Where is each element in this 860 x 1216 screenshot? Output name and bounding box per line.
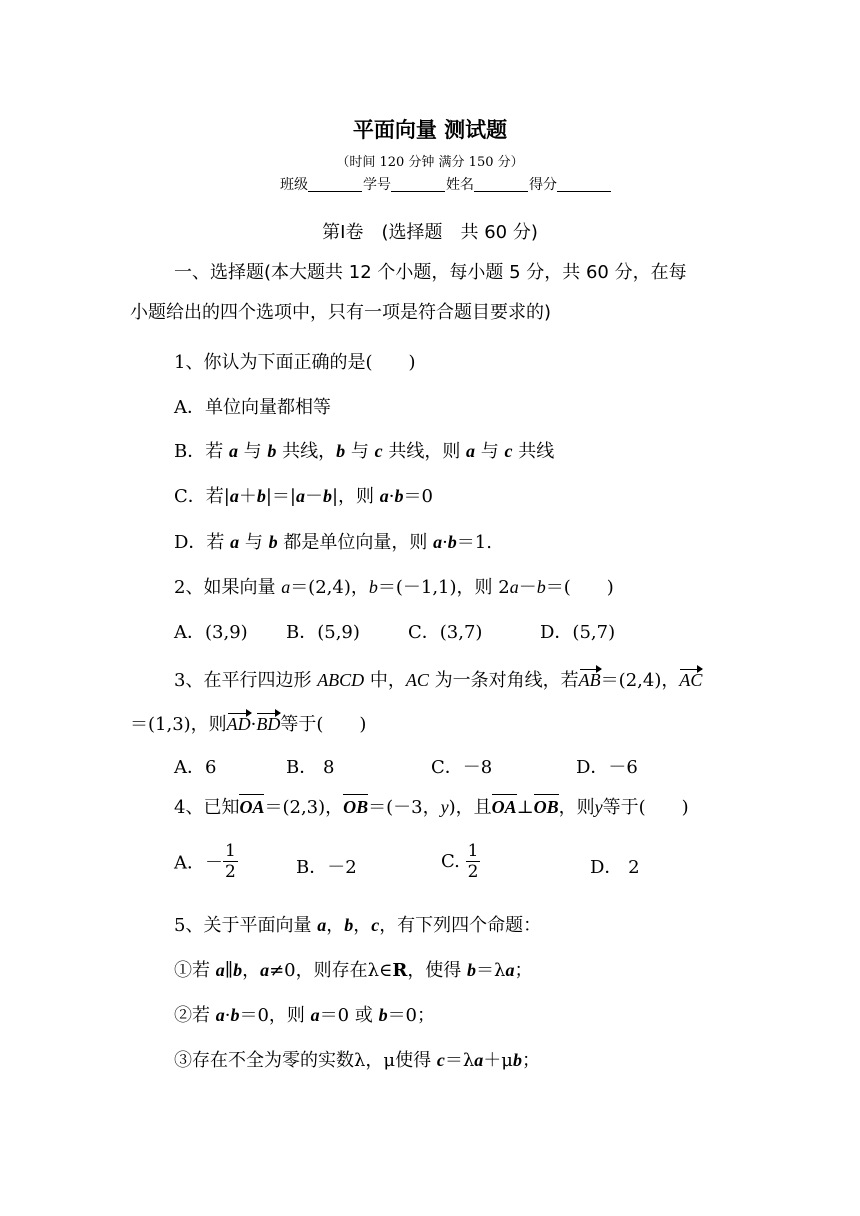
section-intro-line2: 小题给出的四个选项中，只有一项是符合题目要求的): [130, 302, 552, 323]
section-intro-line1: 一、选择题(本大题共 12 个小题，每小题 5 分，共 60 分，在每: [174, 262, 687, 283]
q4-option-c-fraction: $\frac{1}{2}$: [467, 841, 479, 882]
q1-option-c: C．若|a＋b|＝|a－b|，则 a·b＝0: [174, 486, 433, 507]
q2-option-a: A．(3,9): [174, 622, 248, 643]
field-id-blank: [391, 177, 445, 192]
section-title: 第Ⅰ卷 (选择题 共 60 分): [322, 222, 538, 243]
q5-proposition-1: ①若 a∥b，a≠0，则存在λ∈R，使得 b＝λa；: [174, 960, 533, 981]
field-name-label: 姓名: [446, 177, 474, 193]
q5-proposition-3: ③存在不全为零的实数λ，μ使得 c＝λa＋μb；: [174, 1050, 540, 1071]
field-score-label: 得分: [529, 177, 557, 193]
q2-option-d: D．(5,7): [540, 622, 616, 643]
q5-stem: 5、关于平面向量 a，b，c，有下列四个命题：: [174, 915, 542, 936]
q3-option-a: A．6: [174, 757, 217, 778]
field-class-label: 班级: [280, 177, 308, 193]
q1-stem: 1、你认为下面正确的是( ): [174, 352, 416, 373]
q3-option-d: D．－6: [576, 757, 638, 778]
field-id-label: 学号: [363, 177, 391, 193]
q4-option-a: A．－ $\frac{1}{2}$: [174, 841, 236, 882]
field-name-blank: [474, 177, 528, 192]
q1-option-d: D．若 a 与 b 都是单位向量，则 a·b＝1.: [174, 532, 492, 553]
q2-stem: 2、如果向量 a＝(2,4)，b＝(－1,1)，则 2a－b＝( ): [174, 577, 614, 598]
q1-option-b: B．若 a 与 b 共线，b 与 c 共线，则 a 与 c 共线: [174, 441, 555, 462]
student-info-fields: [280, 174, 612, 194]
field-score-blank: [557, 177, 611, 192]
q4-option-c: C. $\frac{1}{2}$: [441, 841, 479, 882]
q3-stem-line2: ＝(1,3)，则AD·BD等于( ): [130, 714, 367, 735]
q1-option-a: A．单位向量都相等: [174, 397, 331, 418]
q4-option-a-fraction: $\frac{1}{2}$: [225, 841, 236, 882]
q2-option-c: C．(3,7): [408, 622, 483, 643]
q4-option-b: B．－2: [296, 857, 357, 878]
q4-stem: 4、已知OA＝(2,3)，OB＝(－3，y)，且OA⊥OB，则y等于( ): [174, 797, 689, 818]
q3-option-b: B． 8: [286, 757, 335, 778]
q5-proposition-2: ②若 a·b＝0，则 a＝0 或 b＝0；: [174, 1005, 436, 1026]
q4-option-d: D． 2: [590, 857, 640, 878]
q2-option-b: B．(5,9): [286, 622, 360, 643]
q3-option-c: C．－8: [431, 757, 493, 778]
q3-stem-line1: 3、在平行四边形 ABCD 中，AC 为一条对角线，若AB＝(2,4)，AC: [174, 670, 703, 691]
field-class-blank: [308, 177, 362, 192]
page-title: 平面向量 测试题: [352, 118, 508, 142]
exam-subtitle: （时间 120 分钟 满分 150 分）: [336, 155, 524, 170]
